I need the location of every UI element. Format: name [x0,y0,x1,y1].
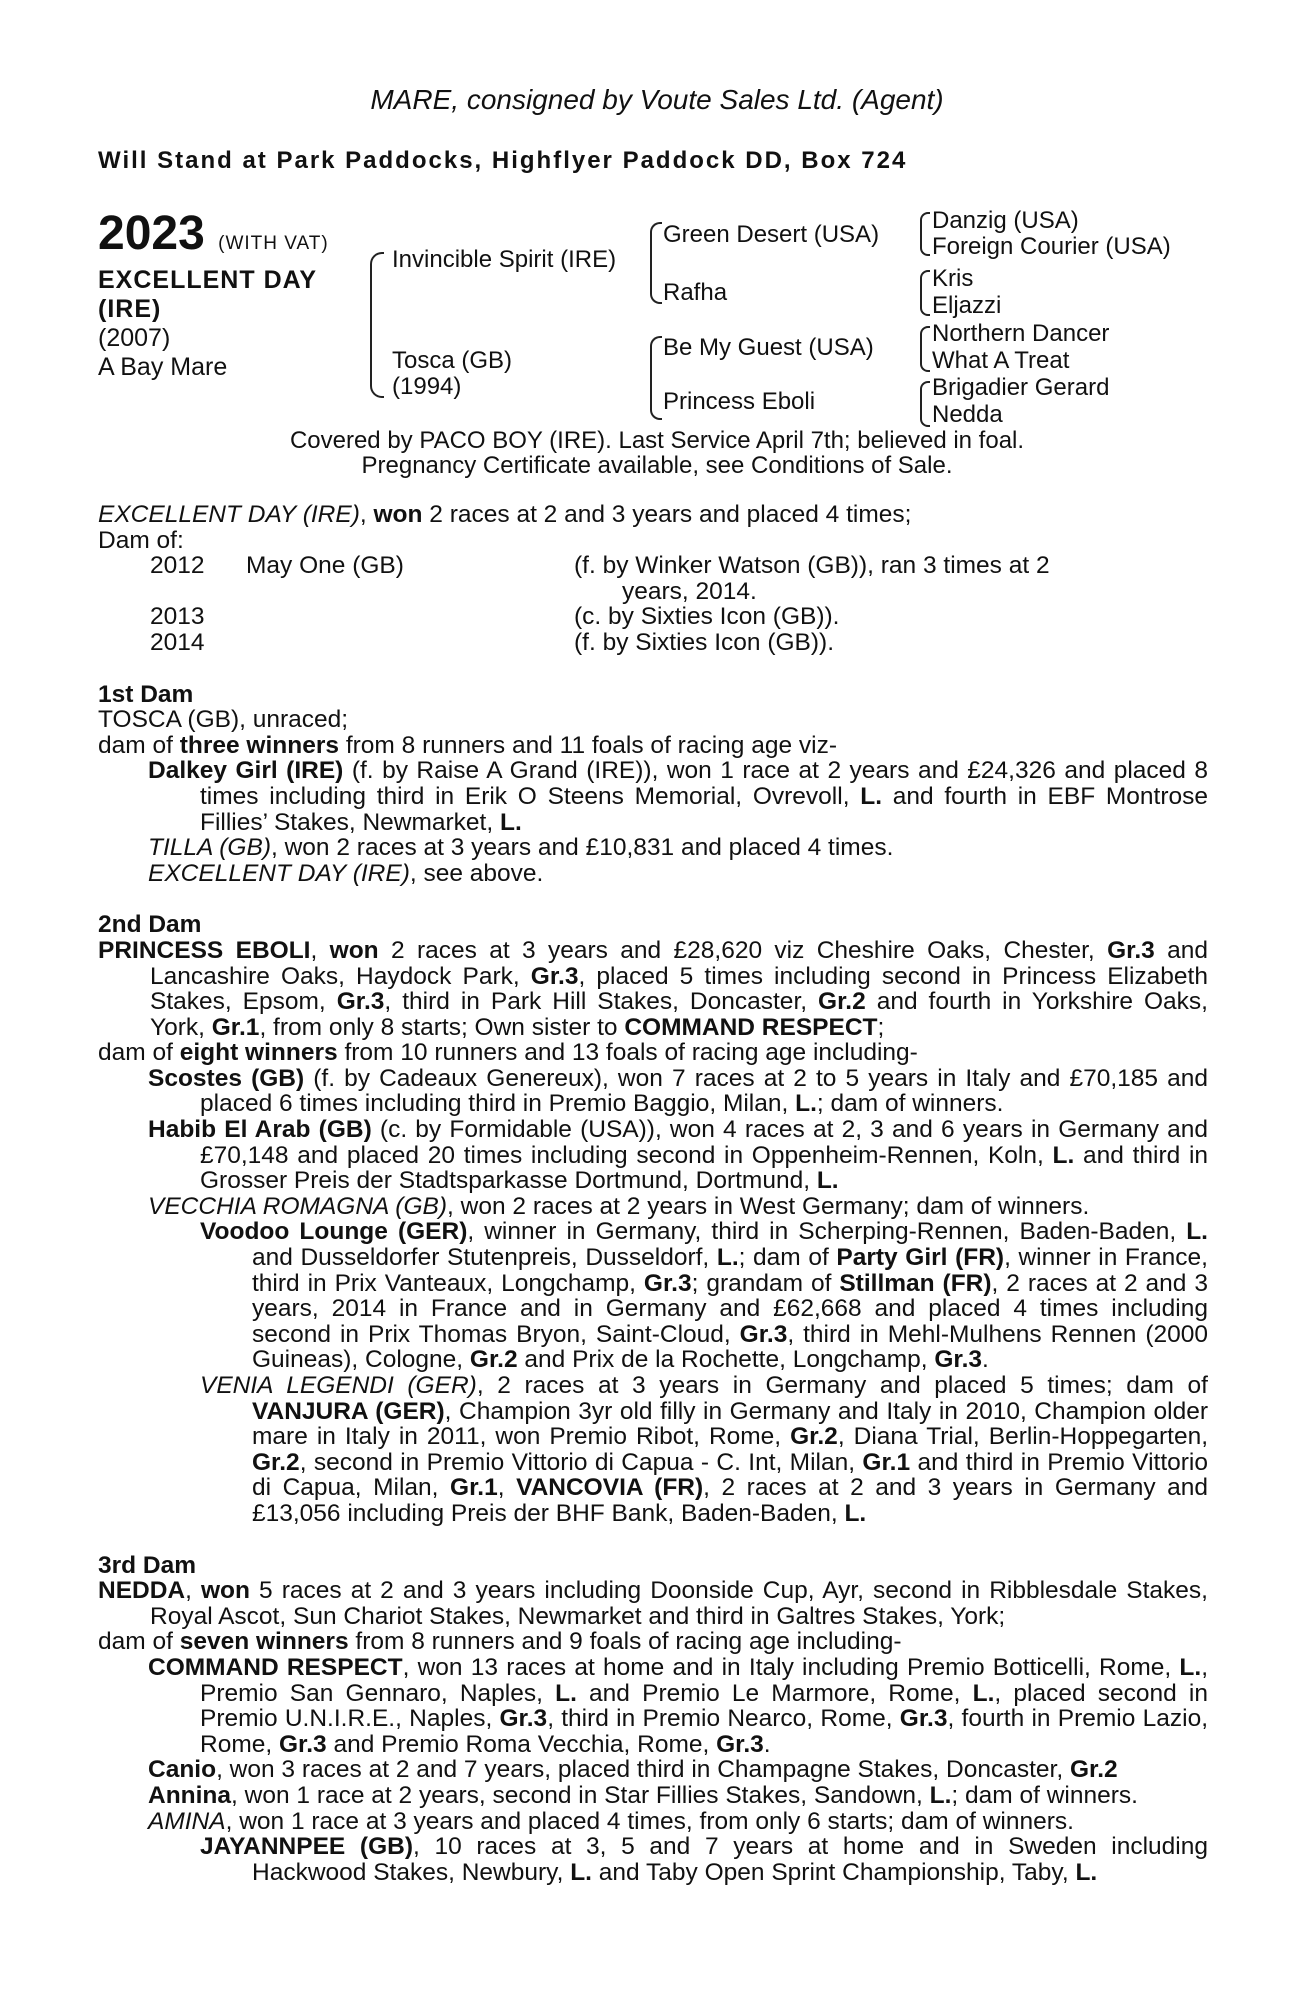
pedigree-ggp-5: Northern Dancer [932,320,1110,347]
text-run: and Taby Open Sprint Championship, Taby, [591,1858,1076,1886]
race-grade: Gr.3 [899,1705,948,1733]
text-run: , Premio San Gennaro, Naples, [200,1653,1209,1707]
horse-name: Dalkey Girl (IRE) [148,757,344,785]
text-run: 2 races at 3 years and £28,620 viz Cheshire Oaks, Chester, [378,936,1108,964]
consignment-line: MARE, consigned by Voute Sales Ltd. (Agent) [370,84,944,115]
horse-description: A Bay Mare [98,353,228,381]
foal-row [150,630,1114,656]
produce-foals-table [150,553,1114,655]
race-grade: L. [716,1244,739,1272]
text-run: , Champion 3yr old filly in Germany and Italy in 2010, Champion older mare in Italy in 2011, won Premio Ribot, Rome, [252,1397,1208,1451]
lot-year [98,207,329,268]
entry-annina [98,1783,1208,1809]
race-grade: L. [1179,1653,1202,1681]
entry-voodoo-lounge [98,1219,1208,1373]
text-run: 5 races at 2 and 3 years including Doonside Cup, Ayr, second in Ribblesdale Stakes, Royal Ascot, Sun Chariot Stakes, Newmarket and third in Galtres Stakes, York; [150,1577,1208,1630]
text-run: ; [877,1013,885,1041]
foal-name [246,604,574,630]
horse-name: VANJURA (GER) [252,1397,445,1425]
pedigree-dam: Tosca (GB) [392,347,513,374]
text-run: , Diana Trial, Berlin-Hoppegarten, [837,1423,1208,1451]
text-run: . [982,1346,989,1374]
text-run: , winner in France, third in Prix Vanteaux, Longchamp, [252,1244,1208,1297]
race-grade: Gr.2 [469,1346,518,1374]
text-run: dam of [98,1039,180,1067]
horse-name: PRINCESS EBOLI [98,936,311,964]
horse-name: AMINA [148,1807,226,1835]
pedigree-bracket-gp3 [920,326,930,372]
covering-line1: Covered by PACO BOY (IRE). Last Service April 7th; believed in foal. [289,427,1025,454]
lot-year-value: 2023 [98,207,205,260]
produce-dam-of: Dam of: [98,526,184,554]
pedigree-dam-year: (1994) [392,373,462,400]
race-grade: L. [929,1781,952,1809]
race-grade: Gr.2 [818,988,866,1016]
horse-name: VENIA LEGENDI (GER) [200,1372,477,1399]
race-grade: L. [1052,1141,1075,1169]
text-run: , won 3 races at 2 and 7 years, placed third in Champagne Stakes, Doncaster, [216,1756,1070,1784]
text-run: and fourth in Yorkshire Oaks, York, [150,988,1208,1041]
foal-note-l1: (f. by Winker Watson (GB)), ran 3 times at 2 [574,552,1050,580]
text-run: , third in Park Hill Stakes, Doncaster, [384,988,819,1016]
text-run: ; dam of winners. [951,1781,1138,1809]
text-run: , 10 races at 3, 5 and 7 years at home and in Sweden including Hackwood Stakes, Newbury, [252,1833,1208,1886]
text-run: , won 2 races at 2 years in West Germany; dam of winners. [447,1192,1090,1220]
pedigree-bracket-dam [650,336,662,420]
foal-year: 2013 [150,603,205,631]
text-run: ; dam of [738,1244,837,1272]
pedigree-dam-dam: Princess Eboli [663,388,816,415]
entry-amina [98,1809,1208,1835]
race-grade: L. [795,1090,817,1118]
race-grade: Gr.3 [1107,936,1155,964]
race-grade: Gr.1 [211,1013,260,1041]
horse-name: COMMAND RESPECT [624,1013,878,1041]
won-label: won [329,936,379,964]
race-grade: Gr.3 [336,988,385,1016]
horse-name: COMMAND RESPECT [148,1653,403,1681]
race-grade: Gr.3 [934,1346,983,1374]
produce-intro-rest: 2 races at 2 and 3 years and placed 4 times; [422,501,912,528]
race-grade: L. [1075,1858,1098,1886]
race-grade: Gr.3 [278,1730,327,1758]
entry-habib-el-arab [98,1117,1208,1194]
foal-row [150,604,1114,630]
foal-note: (c. by Sixties Icon (GB)). [574,603,840,631]
pedigree-ggp-1: Danzig (USA) [932,207,1079,234]
text-run: and Prix de la Rochette, Longchamp, [517,1346,935,1374]
second-dam-of [98,1040,1208,1066]
horse-name: EXCELLENT DAY (IRE) [148,859,410,887]
race-grade: L. [555,1679,577,1707]
produce-intro-name: EXCELLENT DAY (IRE) [98,501,360,528]
horse-name: Stillman (FR) [839,1269,992,1297]
horse-name: TILLA (GB) [148,834,271,862]
race-grade: Gr.3 [530,962,579,990]
first-dam-line1: TOSCA (GB), unraced; [98,706,349,734]
pedigree-bracket-sire [650,222,662,304]
text-run: . [763,1730,771,1758]
text-run: , won 2 races at 3 years and £10,831 and placed 4 times. [270,834,894,862]
race-grade: Gr.3 [643,1269,692,1297]
covering-line2: Pregnancy Certificate available, see Conditions of Sale. [361,452,953,479]
race-grade: Gr.3 [716,1730,764,1758]
foal-note-l2: years, 2014. [622,577,757,605]
entry-command-respect [98,1655,1208,1757]
text-run: and Premio Le Marmore, Rome, [576,1679,973,1707]
entry-princess-eboli: PRINCESS EBOLI, won 2 races at 3 years and £28,620 viz Cheshire Oaks, Chester, Gr.3 and Lancashire Oaks, Haydock Park, Gr.3, placed 5 times including second in Princess Elizabeth Stakes, Epsom, Gr.3, third in Park Hill Stakes, Doncaster, Gr.2 and fourth in Yorkshire Oaks, York, Gr.1, from only 8 starts; Own sister to COMMAND RESPECT; [98,936,1208,1041]
entry-canio [98,1757,1208,1783]
entry-venia-legendi [98,1373,1208,1527]
winners-count: seven winners [179,1628,349,1656]
first-dam-heading: 1st Dam [98,680,194,708]
horse-name: Annina [148,1781,232,1809]
race-grade: Gr.2 [790,1423,838,1451]
third-dam-heading: 3rd Dam [98,1551,197,1579]
text-run: , from only 8 starts; Own sister to [259,1013,625,1041]
horse-name: Voodoo Lounge (GER) [200,1218,468,1246]
text-run: and Dusseldorfer Stutenpreis, Dusseldorf, [252,1244,717,1272]
foal-year: 2012 [150,552,205,580]
entry-excellent-day [98,861,1208,887]
first-dam-line2 [98,733,1208,759]
winners-count: eight winners [179,1039,338,1067]
pedigree-ggp-4: Eljazzi [932,292,1002,319]
second-dam-heading: 2nd Dam [98,911,202,939]
race-grade: L. [1186,1218,1208,1246]
entry-nedda: NEDDA, won 5 races at 2 and 3 years including Doonside Cup, Ayr, second in Ribblesdale Stakes, Royal Ascot, Sun Chariot Stakes, Newmarket and third in Galtres Stakes, York; [98,1577,1208,1630]
text-run: and third in Premio Vittorio di Capua, Milan, [252,1448,1208,1502]
text-run: (f. by Cadeaux Genereux), won 7 races at 2 to 5 years in Italy and £70,185 and placed 6 times including third in Premio Baggio, Milan, [200,1064,1208,1118]
text-run: (c. by Formidable (USA)), won 4 races at 2, 3 and 6 years in Germany and £70,148 and placed 20 times including second in Oppenheim-Rennen, Koln, [200,1116,1208,1169]
horse-name: VANCOVIA (FR) [516,1474,704,1502]
pedigree-ggp-8: Nedda [932,401,1003,428]
foal-row [150,553,1114,604]
produce-section [98,502,1208,1885]
text-run: from 10 runners and 13 foals of racing age including- [337,1039,918,1067]
horse-name: Scostes (GB) [148,1064,305,1092]
race-grade: Gr.1 [862,1448,911,1476]
pedigree-sire: Invincible Spirit (IRE) [392,246,617,273]
text-run: , third in Mehl-Mulhens Rennen (2000 Guineas), Cologne, [252,1320,1209,1374]
text-run: , second in Premio Vittorio di Capua - C. Int, Milan, [299,1448,863,1476]
foal-name [246,630,574,656]
horse-name-line2: (IRE) [98,295,162,323]
entry-tilla [98,835,1208,861]
horse-name: Habib El Arab (GB) [148,1116,372,1144]
pedigree-ggp-3: Kris [932,265,974,292]
text-run: , placed 5 times including second in Princess Elizabeth Stakes, Epsom, [150,962,1208,1016]
race-grade: L. [860,782,883,810]
text-run: and Lancashire Oaks, Haydock Park, [150,936,1208,990]
horse-name-line1: EXCELLENT DAY [98,266,318,294]
pedigree-ggp-7: Brigadier Gerard [932,374,1110,401]
horse-name: VECCHIA ROMAGNA (GB) [148,1192,448,1220]
winners-count: three winners [179,731,340,759]
pedigree-ggp-6: What A Treat [932,347,1070,374]
text-run: dam of [98,1628,180,1656]
race-grade: Gr.3 [739,1320,788,1348]
text-run: , fourth in Premio Lazio, Rome, [200,1705,1208,1758]
pedigree-bracket-gp1 [920,212,930,256]
text-run: , won 1 race at 2 years, second in Star Fillies Stakes, Sandown, [231,1781,930,1809]
text-run: from 8 runners and 11 foals of racing age viz- [339,731,837,759]
horse-name: Canio [148,1756,217,1784]
produce-intro: EXCELLENT DAY (IRE), won 2 races at 2 and 3 years and placed 4 times; [98,501,912,528]
pedigree-sire-dam: Rafha [663,279,728,306]
text-run: , see above. [409,859,544,887]
produce-intro-won: won [373,501,423,528]
horse-foaled: (2007) [98,324,171,352]
text-run: and Premio Roma Vecchia, Rome, [326,1730,717,1758]
text-run: dam of [98,731,180,759]
race-grade: L. [816,1167,839,1195]
foal-year: 2014 [150,628,205,656]
text-run: and fourth in EBF Montrose Fillies’ Stakes, Newmarket, [200,782,1209,836]
horse-name: JAYANNPEE (GB) [200,1833,413,1861]
foal-note [574,553,1114,604]
text-run: , [497,1474,517,1502]
foal-name: May One (GB) [246,552,404,580]
pedigree-dam-sire: Be My Guest (USA) [663,334,874,361]
race-grade: Gr.3 [499,1705,548,1733]
pedigree-sire-sire: Green Desert (USA) [663,221,880,248]
text-run: ; grandam of [691,1269,840,1297]
race-grade: Gr.2 [1069,1756,1118,1784]
text-run: , placed second in Premio U.N.I.R.E., Naples, [200,1679,1208,1733]
text-run: , won 13 races at home and in Italy including Premio Botticelli, Rome, [402,1653,1180,1681]
text-run: , 2 races at 2 and 3 years in Germany and £13,056 including Preis der BHF Bank, Baden-Baden, [252,1474,1208,1527]
entry-dalkey-girl [98,758,1208,835]
text-run: , 2 races at 2 and 3 years, 2014 in France and in Germany and £62,668 and placed 4 times including second in Prix Thomas Bryon, Saint-Cloud, [252,1269,1208,1348]
race-grade: L. [844,1499,867,1527]
foal-note: (f. by Sixties Icon (GB)). [574,628,835,656]
text-run: (f. by Raise A Grand (IRE)), won 1 race at 2 years and £24,326 and placed 8 times including third in Erik O Steens Memorial, Ovrevoll, [200,757,1209,810]
third-dam-of [98,1629,1208,1655]
entry-scostes [98,1066,1208,1117]
text-run: , won 1 race at 3 years and placed 4 times, from only 6 starts; dam of winners. [225,1807,1074,1835]
horse-block [98,266,317,382]
stand-line: Will Stand at Park Paddocks, Highflyer Paddock DD, Box 724 [98,147,908,174]
pedigree-bracket-main [370,252,384,398]
text-run: ; dam of winners. [816,1090,1004,1118]
text-run: , 2 races at 3 years in Germany and placed 5 times; dam of [476,1372,1208,1399]
text-run: , winner in Germany, third in Scherping-Rennen, Baden-Baden, [467,1218,1187,1246]
text-run: and third in Grosser Preis der Stadtsparkasse Dortmund, Dortmund, [200,1141,1209,1195]
text-run: , third in Premio Nearco, Rome, [547,1705,900,1733]
race-grade: Gr.2 [252,1448,300,1476]
entry-vecchia-romagna [98,1194,1208,1220]
pedigree-bracket-gp4 [920,381,930,427]
race-grade: L. [499,808,522,836]
pedigree-ggp-2: Foreign Courier (USA) [932,233,1171,260]
horse-name: Party Girl (FR) [836,1244,1005,1272]
entry-jayannpee [98,1834,1208,1885]
race-grade: L. [972,1679,995,1707]
pedigree-bracket-gp2 [920,270,930,316]
race-grade: L. [570,1858,592,1886]
horse-name: NEDDA [98,1577,186,1605]
race-grade: Gr.1 [450,1474,498,1502]
text-run: from 8 runners and 9 foals of racing age including- [348,1628,902,1656]
won-label: won [201,1577,250,1605]
vat-label: (WITH VAT) [218,233,329,254]
